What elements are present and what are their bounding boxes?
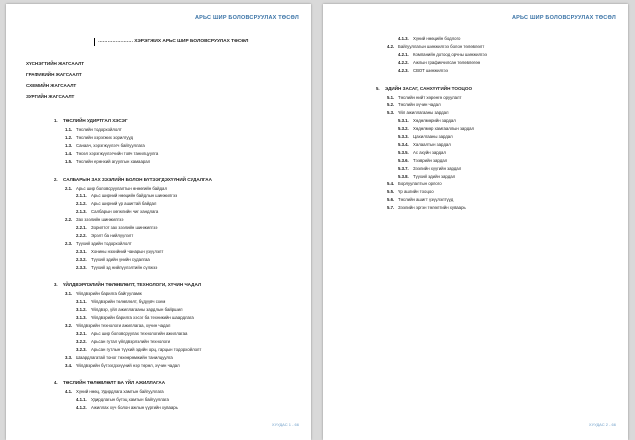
toc-number: 4.1.1. — [76, 397, 87, 403]
toc-title: ҮЙЛДВЭРЛЭЛИЙН ТӨЛӨВЛӨЛТ, ТЕХНОЛОГИ, ХҮЧИН ЧАДАЛ — [63, 282, 202, 288]
toc-title: Халаалтын зардал — [413, 141, 451, 147]
toc-number: 5.3.4. — [398, 141, 409, 147]
page-header: АРЬС ШИР БОЛОВСРУУЛАХ ТӨСӨЛ — [194, 15, 299, 21]
toc-number: 4.2.2. — [398, 59, 409, 65]
toc-title: Арьсан гутлын түүхий эдийн орц, гарцын тодорхойлолт — [91, 346, 202, 352]
toc-number: 2. — [54, 176, 58, 182]
toc-title: Арьс шир боловсруулалтын өнөөгийн байдал — [76, 185, 167, 191]
toc-number: 2.3.3. — [76, 264, 87, 270]
toc-number: 5.1. — [387, 94, 395, 100]
toc-number: 5.2. — [387, 102, 395, 108]
toc-title: Ас ахуйн зардал — [413, 149, 446, 155]
toc-number: 1.5. — [65, 158, 73, 164]
toc-number: 2.1.1. — [76, 193, 87, 199]
toc-number: 2.1. — [65, 185, 73, 191]
toc-number: 2.2. — [65, 217, 73, 223]
toc-number: 5.3.1. — [398, 118, 409, 124]
document-page-2 — [323, 4, 628, 440]
toc-number: 3.2.3. — [76, 346, 87, 352]
toc-title: Хүний нөөцийн бодлого — [413, 36, 461, 41]
toc-title: Ажлын графикчилсан төлөвлөгөө — [413, 59, 480, 65]
toc-title: Удирдлагын бүтэц хамтын байгууллага — [91, 397, 169, 403]
page-footer: ХУУДАС 2 - 66 — [588, 422, 616, 427]
toc-title: Төслийн хүчин чадал — [398, 102, 441, 108]
toc-title: Үйлдвэрийн технологи ажиллагаа, хүчин чадал — [76, 323, 171, 328]
toc-number: 5.6. — [387, 197, 395, 203]
toc-number: 4.2.3. — [398, 67, 409, 73]
toc-number: 5.3.5. — [398, 149, 409, 155]
toc-number: 2.1.2. — [76, 201, 87, 207]
toc-title: Үйлдвэр, үйл ажиллагааны зардлын байршил — [91, 307, 183, 313]
toc-number: 1.4. — [65, 150, 73, 156]
list-of-figures-link[interactable]: СХЕМИЙН ЖАГСААЛТ — [26, 83, 77, 88]
toc-number: 3.3. — [65, 354, 73, 360]
toc-title: Зээлийн хүүгийн зардал — [413, 165, 462, 171]
toc-title: Цахилгааны зардал — [413, 134, 453, 139]
toc-title: Арьс ширний үр ашигтай байдал — [91, 201, 157, 207]
toc-title: Тээврийн зардал — [413, 157, 448, 163]
toc-title: Ажиллах хүч болон ажлын үүргийн хуваарь — [91, 405, 178, 411]
toc-title: Төслийн хэрэгжих зорилгууд — [76, 134, 133, 140]
toc-title: Хонины нэхийний чанарын үзүүлэлт — [91, 248, 164, 254]
toc-title: Эрэлт ба нийлүүлэлт — [91, 232, 134, 238]
toc-number: 2.1.3. — [76, 209, 87, 215]
toc-title: Зээлийн эргэн төлөлтийн хуваарь — [398, 205, 466, 211]
toc-number: 5.3.6. — [398, 157, 409, 163]
toc-title: Хөдөлмөр хамгааллын зардал — [413, 126, 475, 132]
toc-number: 1.2. — [65, 134, 73, 140]
toc-title: Үйлдвэрийн барилга байгууламж — [76, 291, 142, 297]
list-of-figures-link[interactable]: ГРАФИКИЙН ЖАГСААЛТ — [26, 72, 82, 77]
toc-title: Байгууллагын шинжилгээ болон төлөвлөлт — [398, 43, 485, 49]
toc-number: 3.1. — [65, 291, 73, 297]
toc-number: 5.3.3. — [398, 134, 409, 139]
toc-number: 3.2. — [65, 323, 73, 328]
toc-title: Хөдөлмөрийн зардал — [413, 118, 456, 124]
list-of-figures-link[interactable]: ЗУРГИЙН ЖАГСААЛТ — [26, 94, 75, 99]
toc-title: ТӨСЛИЙН ТӨЛӨВЛӨЛТ БА ҮЙЛ АЖИЛЛАГАА — [63, 380, 166, 386]
toc-title: ТӨСЛИЙН УДИРТГАЛ ХЭСЭГ — [63, 118, 128, 123]
toc-title: СВОТ шинжилгээ — [413, 67, 448, 73]
toc-title: Салбарын хөгжлийн чиг хандлага — [91, 209, 159, 215]
toc-number: 3.1.3. — [76, 315, 87, 321]
toc-title: Үйл ажиллагааны зардал — [398, 110, 449, 116]
toc-title: Шаардлагатай тоног төхөөрөмжийн танилцуулга — [76, 354, 173, 360]
toc-title: Түүхий эд нийлүүлэлтийн сүлжээ — [91, 264, 158, 270]
text-cursor — [94, 38, 95, 46]
toc-number: 4. — [54, 380, 58, 386]
toc-number: 3.4. — [65, 362, 73, 368]
toc-title: Түүхий эдийн тодорхойлолт — [76, 240, 132, 246]
toc-number: 1.1. — [65, 127, 73, 132]
toc-title: Түүхий эдийн зардал — [413, 173, 456, 179]
toc-number: 2.2.1. — [76, 225, 87, 230]
toc-number: 2.3.1. — [76, 248, 87, 254]
toc-title: Санаач, хэрэгжүүлэгч байгууллага — [76, 142, 145, 148]
page-header: АРЬС ШИР БОЛОВСРУУЛАХ ТӨСӨЛ — [511, 15, 616, 21]
toc-title: Төслийн тодорхойлолт — [76, 127, 122, 132]
toc-number: 5. — [376, 85, 380, 91]
toc-title: САЛБАРЫН ЗАХ ЗЭЭЛИЙН БОЛОН БҮТЭЭГДЭХҮҮНИЙ СУДАЛГАА — [63, 176, 212, 182]
toc-number: 3. — [54, 282, 58, 288]
document-page-1 — [6, 4, 311, 440]
toc-title: Төслийн ашигт үзүүлэлтүүд — [398, 197, 454, 203]
toc-title: Үйлдвэрийн барилга хэсэг ба техникийн шаардлага — [91, 315, 194, 321]
toc-number: 3.2.1. — [76, 330, 87, 336]
toc-title: Хүний нөөц, Удирдлага хамтын байгууллага — [76, 389, 164, 395]
toc-number: 3.1.1. — [76, 299, 87, 305]
list-of-figures-link[interactable]: ХҮСНЭГТИЙН ЖАГСААЛТ — [26, 61, 85, 66]
toc-title: Үйлдвэрийн бүтээгдэхүүний нэр төрөл, хүчин чадал — [76, 362, 180, 368]
toc-number: 4.1.2. — [76, 405, 87, 411]
toc-number: 3.1.2. — [76, 307, 87, 313]
toc-number: 4.1.3. — [398, 36, 409, 41]
toc-number: 5.3.8. — [398, 173, 409, 179]
toc-number: 5.5. — [387, 189, 395, 195]
toc-title: Үр ашгийн тооцоо — [398, 189, 434, 195]
page-footer: ХУУДАС 1 - 66 — [271, 422, 299, 427]
toc-number: 4.2. — [387, 43, 395, 49]
toc-number: 2.3.2. — [76, 256, 87, 262]
toc-title: Төсөл хэрэгжүүлэгчийн товч танилцуулга — [76, 150, 159, 156]
toc-number: 5.3.7. — [398, 165, 409, 171]
document-title[interactable]: …………………. ХЭРЭГЖИХ АРЬС ШИР БОЛОВСРУУЛАХ ТӨСӨЛ — [98, 39, 249, 44]
toc-number: 4.1. — [65, 389, 73, 395]
toc-number: 1.3. — [65, 142, 73, 148]
toc-number: 5.7. — [387, 205, 395, 211]
toc-title: Төслийн нийт хөрөнгө оруулалт — [398, 94, 462, 100]
toc-title: Арьс ширний нөөцийн байдлын шинжилгээ — [91, 193, 178, 199]
toc-title: Борлуулалтын орлого — [398, 181, 442, 187]
toc-number: 1. — [54, 118, 58, 123]
toc-number: 3.2.2. — [76, 338, 87, 344]
toc-title: Арьс шир боловсруулах технологийн ажиллагаа — [91, 330, 188, 336]
toc-number: 5.4. — [387, 181, 395, 187]
toc-number: 5.3. — [387, 110, 395, 116]
toc-number: 4.2.1. — [398, 51, 409, 57]
toc-title: Төслийн ерөнхий агуулгын хамаарал — [76, 158, 151, 164]
toc-number: 2.3. — [65, 240, 73, 246]
toc-title: Үйлдвэрийн төлөвлөлт, бүдүүвч схем — [91, 299, 166, 305]
toc-title: Зорилтот зах зээлийн шинжилгээ — [91, 225, 158, 230]
toc-title: Компанийн дотоод орчны шинжилгээ — [413, 51, 487, 57]
toc-number: 2.2.2. — [76, 232, 87, 238]
toc-number: 5.3.2. — [398, 126, 409, 132]
toc-title: Түүхий эдийн үнийн судалгаа — [91, 256, 150, 262]
toc-title: Зах зээлийн шинжилгээ — [76, 217, 124, 223]
toc-title: Арьсан гутал үйлдвэрлэлийн технологи — [91, 338, 171, 344]
toc-title: ЭДИЙН ЗАСАГ, САНХҮҮГИЙН ТООЦОО — [385, 85, 473, 91]
